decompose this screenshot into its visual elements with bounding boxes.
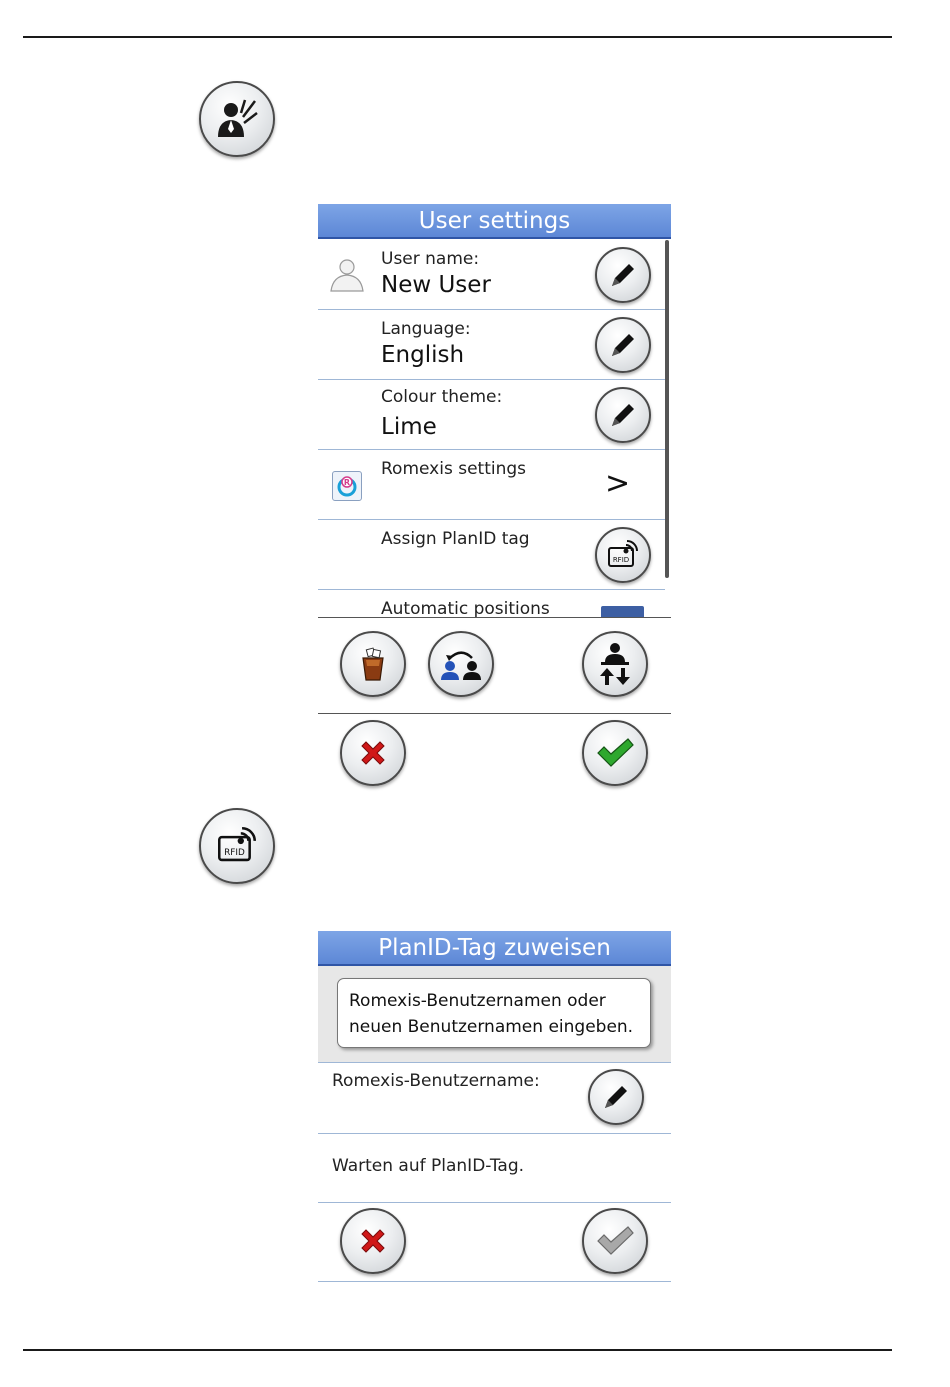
row-assign-planid xyxy=(318,520,665,590)
cup-icon xyxy=(358,646,388,682)
row-user-name xyxy=(318,240,665,310)
checkmark-icon xyxy=(595,736,635,770)
chevron-right-icon[interactable]: > xyxy=(605,466,631,501)
cancel-button[interactable] xyxy=(340,720,406,786)
colour-theme-label: Colour theme: xyxy=(381,387,503,407)
toolbar-divider-top xyxy=(318,617,671,618)
automatic-positions-label: Automatic positions xyxy=(381,599,550,617)
cup-button[interactable] xyxy=(340,631,406,697)
patient-swap-button[interactable] xyxy=(428,631,494,697)
patient-up-down-icon xyxy=(596,642,634,686)
user-name-value: New User xyxy=(381,272,491,298)
message-box xyxy=(337,978,651,1048)
edit-user-name-button[interactable] xyxy=(595,247,651,303)
user-settings-panel xyxy=(318,204,671,786)
page-top-rule xyxy=(23,36,892,38)
patient-swap-icon xyxy=(439,646,483,682)
user-name-label: User name: xyxy=(381,249,480,269)
romexis-settings-label: Romexis settings xyxy=(381,459,527,479)
pencil-icon xyxy=(601,1082,631,1112)
row-romexis-settings[interactable] xyxy=(318,450,665,520)
row-romexis-username xyxy=(318,1063,671,1134)
message-line-2: neuen Benutzernamen eingeben. xyxy=(349,1017,634,1037)
scrollbar[interactable] xyxy=(665,240,669,578)
svg-text:RFID: RFID xyxy=(224,847,245,858)
planid-confirm-button[interactable] xyxy=(582,1208,648,1274)
planid-title: PlanID-Tag zuweisen xyxy=(318,931,671,966)
user-settings-title: User settings xyxy=(318,204,671,239)
checkmark-icon-disabled xyxy=(595,1224,635,1258)
confirm-button[interactable] xyxy=(582,720,648,786)
user-settings-icon[interactable] xyxy=(199,81,275,157)
user-avatar-icon xyxy=(328,258,366,296)
status-text: Warten auf PlanID-Tag. xyxy=(332,1156,525,1176)
planid-cancel-button[interactable] xyxy=(340,1208,406,1274)
edit-colour-theme-button[interactable] xyxy=(595,387,651,443)
language-label: Language: xyxy=(381,319,471,339)
pencil-icon xyxy=(608,400,638,430)
assign-planid-button[interactable] xyxy=(595,527,651,583)
language-value: English xyxy=(381,342,465,368)
row-language xyxy=(318,310,665,380)
automatic-positions-toggle[interactable] xyxy=(601,606,644,617)
rfid-icon xyxy=(606,540,640,570)
svg-text:R: R xyxy=(343,478,351,487)
planid-bottom-divider xyxy=(318,1281,671,1282)
row-colour-theme xyxy=(318,380,665,450)
toolbar-divider-bottom xyxy=(318,713,671,714)
pencil-icon xyxy=(608,260,638,290)
svg-text:RFID: RFID xyxy=(612,556,630,564)
cross-icon xyxy=(356,1224,390,1258)
patient-up-down-button[interactable] xyxy=(582,631,648,697)
rfid-icon[interactable] xyxy=(199,808,275,884)
message-area xyxy=(318,966,671,1063)
planid-panel xyxy=(318,931,671,1283)
assign-planid-label: Assign PlanID tag xyxy=(381,529,530,549)
message-line-1: Romexis-Benutzernamen oder xyxy=(349,991,606,1011)
colour-theme-value: Lime xyxy=(381,414,437,440)
romexis-username-label: Romexis-Benutzername: xyxy=(332,1071,540,1091)
pencil-icon xyxy=(608,330,638,360)
row-automatic-positions xyxy=(318,590,665,617)
cross-icon xyxy=(356,736,390,770)
edit-romexis-username-button[interactable] xyxy=(588,1069,644,1125)
romexis-logo-icon xyxy=(332,471,362,501)
page-bottom-rule xyxy=(23,1349,892,1351)
edit-language-button[interactable] xyxy=(595,317,651,373)
row-status xyxy=(318,1134,671,1203)
